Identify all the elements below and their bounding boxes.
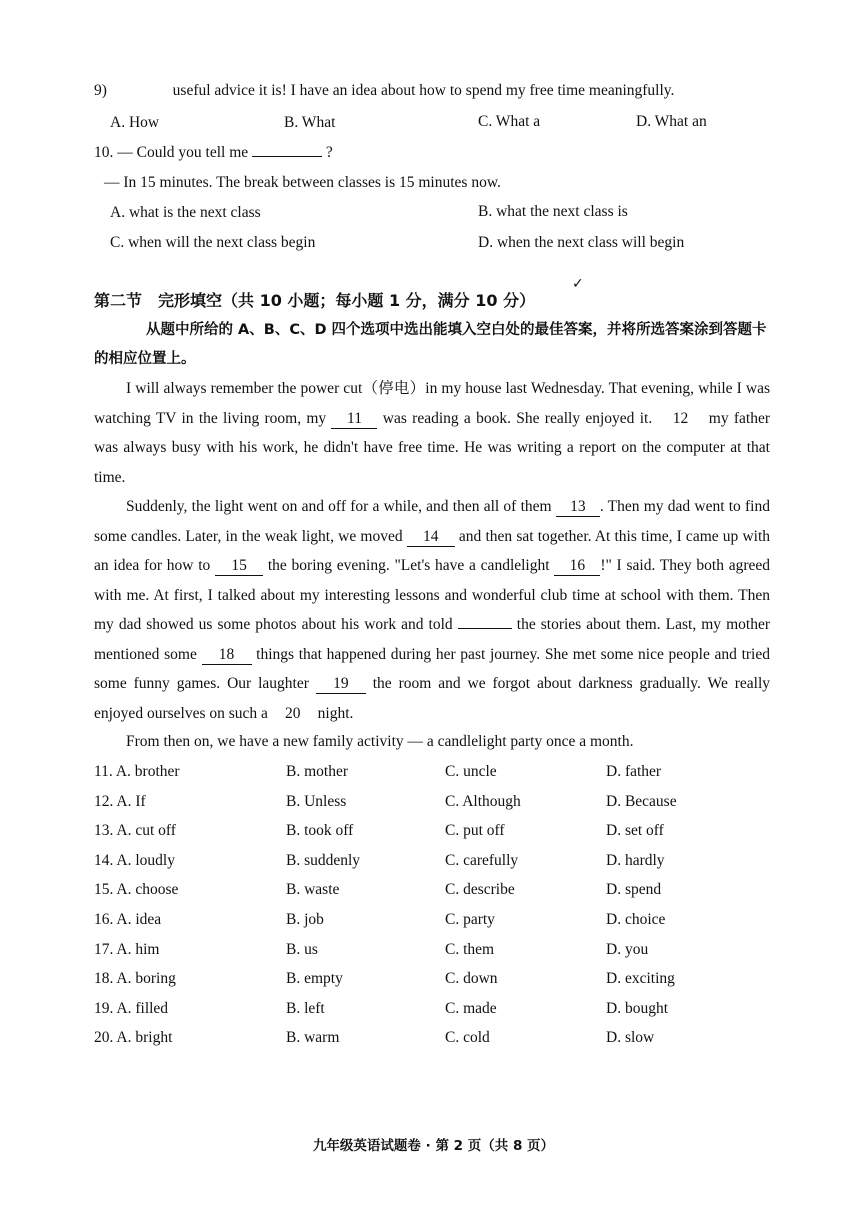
blank-14[interactable]: 14 — [407, 528, 455, 547]
option-label: A. bright — [116, 1029, 173, 1047]
option-label: C. carefully — [445, 851, 519, 869]
q10-option-d[interactable]: D. when the next class will begin — [478, 234, 685, 251]
option-label: C. Although — [445, 792, 521, 810]
option-20-b[interactable] — [286, 1029, 339, 1047]
option-11-a[interactable] — [94, 763, 180, 781]
section-instruction: 从题中所给的 A、B、C、D 四个选项中选出能填入空白处的最佳答案，并将所选答案涂到答题卡的相应位置上。 — [94, 322, 767, 367]
option-number: 15. — [94, 881, 114, 899]
option-19-b[interactable] — [286, 1000, 325, 1018]
option-number: 17. — [94, 940, 114, 958]
option-20-a[interactable] — [94, 1029, 172, 1047]
q10-reply: — In 15 minutes. The break between classes is 15 minutes now. — [104, 174, 501, 191]
option-label: C. put off — [445, 822, 505, 840]
option-label: D. bought — [606, 999, 668, 1017]
option-15-d[interactable] — [606, 881, 661, 899]
option-label: A. idea — [116, 911, 162, 928]
q10-number: 10. — [94, 144, 114, 161]
q10-option-c[interactable]: C. when will the next class begin — [110, 234, 316, 251]
option-18-a[interactable] — [94, 970, 176, 988]
option-15-c[interactable] — [445, 881, 515, 899]
option-label: C. party — [445, 911, 495, 928]
option-11-c[interactable] — [445, 763, 497, 781]
option-label: B. Unless — [286, 792, 347, 810]
option-label: D. choice — [606, 911, 666, 928]
blank-19[interactable]: 19 — [316, 675, 366, 694]
option-17-d[interactable] — [606, 941, 648, 959]
q10-stem — [94, 144, 333, 162]
q9-stem — [94, 82, 674, 100]
option-label: A. If — [116, 792, 146, 810]
option-label: A. filled — [116, 999, 169, 1017]
blank-16[interactable]: 16 — [554, 557, 600, 576]
option-16-d[interactable] — [606, 911, 665, 929]
option-label: A. him — [116, 940, 160, 958]
check-mark: ✓ — [572, 276, 584, 292]
option-11-d[interactable] — [606, 763, 661, 781]
page-footer: 九年级英语试题卷 · 第 2 页（共 8 页） — [312, 1138, 555, 1154]
option-18-c[interactable] — [445, 970, 498, 988]
option-label: B. left — [286, 999, 325, 1017]
option-label: D. spend — [606, 881, 662, 899]
option-18-d[interactable] — [606, 970, 675, 988]
option-label: C. down — [445, 970, 498, 988]
option-label: B. took off — [286, 822, 354, 840]
option-label: D. exciting — [606, 970, 675, 988]
option-19-a[interactable] — [94, 1000, 168, 1018]
blank-11[interactable]: 11 — [331, 410, 377, 429]
option-20-c[interactable] — [445, 1029, 490, 1047]
option-label: D. hardly — [606, 851, 665, 869]
option-label: D. slow — [606, 1029, 655, 1047]
option-11-b[interactable] — [286, 763, 348, 781]
q10-blank[interactable] — [252, 156, 322, 157]
option-16-a[interactable] — [94, 911, 161, 929]
option-13-c[interactable] — [445, 822, 505, 840]
option-17-b[interactable] — [286, 941, 318, 959]
option-16-c[interactable] — [445, 911, 495, 929]
q10-text-before: — Could you tell me — [117, 144, 249, 161]
section-heading: 第二节 完形填空（共 10 小题；每小题 1 分，满分 10 分） — [94, 291, 536, 310]
option-label: B. empty — [286, 970, 343, 988]
blank-17[interactable] — [458, 628, 512, 629]
option-number: 11. — [94, 763, 113, 780]
option-label: C. describe — [445, 881, 515, 899]
option-12-a[interactable] — [94, 793, 146, 811]
option-14-a[interactable] — [94, 852, 175, 870]
q9-option-a[interactable]: A. How — [110, 114, 160, 131]
option-number: 12. — [94, 792, 114, 810]
q10-option-a[interactable]: A. what is the next class — [110, 204, 261, 221]
q9-option-c[interactable]: C. What a — [478, 113, 541, 130]
option-17-a[interactable] — [94, 941, 159, 959]
option-12-d[interactable] — [606, 793, 677, 811]
option-label: D. you — [606, 940, 649, 958]
option-label: A. boring — [116, 970, 176, 988]
option-18-b[interactable] — [286, 970, 343, 988]
option-label: C. cold — [445, 1029, 490, 1047]
option-label: A. cut off — [116, 822, 176, 840]
option-number: 20. — [94, 1029, 114, 1047]
option-label: C. made — [445, 999, 497, 1017]
option-15-b[interactable] — [286, 881, 339, 899]
option-label: B. suddenly — [286, 851, 361, 869]
option-label: D. father — [606, 763, 662, 780]
option-number: 16. — [94, 911, 114, 928]
passage-paragraph-2: Suddenly, the light went on and off for a while, and then all of them 13 . Then my dad went to find some candles. Later, in the weak light, we moved 14 and then sat together. At this time, I came up with an idea for how to 15 the boring evening. "Let's have a candlelight 16 !" I said. They both agreed with me. At first, I talked about my interesting lessons and wonderful club time at school with them. Then my dad showed us some photos about his work and told the stories about them. Last, my mother mentioned some 18 things that happened during her past journey. She met some nice people and tried some funny games. Our laughter 19 the room and we forgot about darkness gradually. We really enjoyed ourselves on such a 20 night. — [94, 498, 771, 722]
passage-paragraph-3: From then on, we have a new family activity — a candlelight party once a month. — [126, 733, 634, 750]
option-label: B. warm — [286, 1029, 340, 1047]
option-label: B. us — [286, 940, 318, 958]
option-19-c[interactable] — [445, 1000, 497, 1018]
option-number: 18. — [94, 970, 114, 988]
option-label: D. set off — [606, 822, 664, 840]
option-label: A. loudly — [116, 851, 175, 869]
option-label: C. them — [445, 940, 495, 958]
option-19-d[interactable] — [606, 1000, 668, 1018]
blank-20[interactable]: 20 — [285, 704, 301, 722]
option-label: A. brother — [115, 763, 180, 780]
passage-paragraph-1: I will always remember the power cut（停电）in my house last Wednesday. That evening, while I was watching TV in the living room, my 11 was reading a book. She really enjoyed it. 12 my father was always busy with his work, he didn't have free time. He was writing a report on the computer at that time. — [94, 380, 771, 486]
option-14-c[interactable] — [445, 852, 518, 870]
blank-12[interactable]: 12 — [672, 409, 689, 427]
q10-text-after: ? — [325, 144, 333, 161]
q9-option-b[interactable]: B. What — [284, 114, 336, 131]
option-12-b[interactable] — [286, 793, 346, 811]
option-12-c[interactable] — [445, 793, 521, 811]
blank-13[interactable]: 13 — [556, 498, 600, 517]
q9-number: 9) — [94, 82, 107, 99]
option-14-b[interactable] — [286, 852, 360, 870]
option-label: A. choose — [116, 881, 179, 899]
blank-15[interactable]: 15 — [215, 557, 263, 576]
option-number: 14. — [94, 851, 114, 869]
option-number: 13. — [94, 822, 114, 840]
option-13-a[interactable] — [94, 822, 176, 840]
option-label: B. waste — [286, 881, 340, 899]
q10-option-b[interactable]: B. what the next class is — [478, 203, 628, 220]
option-17-c[interactable] — [445, 941, 494, 959]
q9-option-d[interactable]: D. What an — [636, 113, 707, 130]
blank-18[interactable]: 18 — [202, 646, 252, 665]
option-label: B. mother — [286, 763, 348, 780]
option-13-b[interactable] — [286, 822, 353, 840]
option-14-d[interactable] — [606, 852, 665, 870]
option-label: C. uncle — [445, 763, 497, 780]
option-13-d[interactable] — [606, 822, 664, 840]
option-number: 19. — [94, 999, 114, 1017]
option-label: D. Because — [606, 792, 677, 810]
option-15-a[interactable] — [94, 881, 178, 899]
option-16-b[interactable] — [286, 911, 324, 929]
q9-text: useful advice it is! I have an idea about how to spend my free time meaningfully. — [172, 82, 675, 99]
option-20-d[interactable] — [606, 1029, 654, 1047]
option-label: B. job — [286, 911, 324, 928]
